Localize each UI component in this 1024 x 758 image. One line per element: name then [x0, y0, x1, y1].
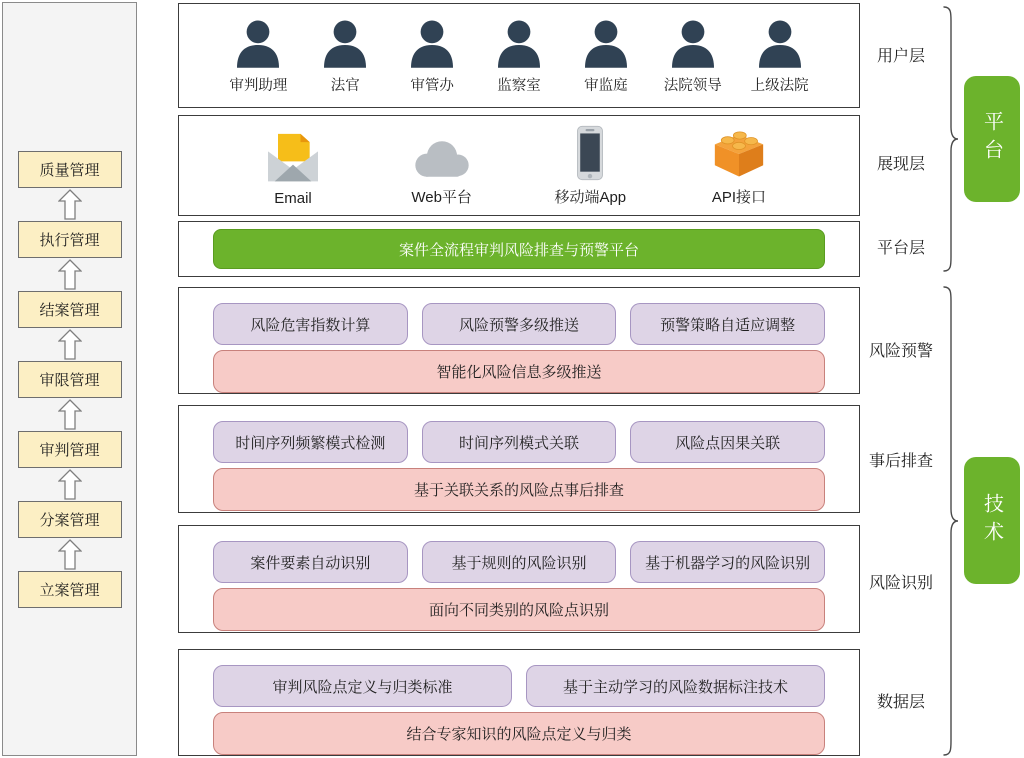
module-box: 审判风险点定义与归类标准	[213, 665, 512, 707]
channel-label: API接口	[711, 189, 767, 206]
up-arrow-icon	[58, 189, 82, 220]
user-role-label: 法院领导	[663, 77, 722, 94]
platform-group-box: 平台	[964, 76, 1020, 202]
stage-box-assignment: 分案管理	[18, 501, 122, 538]
stage-box-quality: 质量管理	[18, 151, 122, 188]
layer-label-risk-identification: 风险识别	[868, 575, 933, 592]
platform-group-bracket	[942, 6, 960, 272]
risk-identification-band	[178, 525, 860, 633]
up-arrow-icon	[58, 329, 82, 360]
stage-box-filing: 立案管理	[18, 571, 122, 608]
user-role	[736, 17, 823, 95]
up-arrow-icon	[58, 469, 82, 500]
layer-label-post-investigation: 事后排查	[868, 453, 933, 470]
person-icon	[491, 17, 547, 73]
person-icon	[578, 17, 634, 73]
module-box: 风险危害指数计算	[213, 303, 408, 345]
channel-web	[386, 120, 498, 207]
module-box: 时间序列模式关联	[422, 421, 617, 463]
user-role-label: 审监庭	[584, 77, 628, 94]
stage-box-execution: 执行管理	[18, 221, 122, 258]
summary-bar: 结合专家知识的风险点定义与归类	[213, 712, 825, 755]
stage-box-time-limit: 审限管理	[18, 361, 122, 398]
module-box: 基于主动学习的风险数据标注技术	[526, 665, 825, 707]
person-icon	[317, 17, 373, 73]
case-stage-sidebar	[2, 2, 137, 756]
layer-label-risk-warning: 风险预警	[868, 343, 933, 360]
user-role	[389, 17, 476, 95]
person-icon	[752, 17, 808, 73]
layer-label-user: 用户层	[876, 48, 925, 65]
channel-mobile-app	[534, 120, 646, 207]
stage-box-trial: 审判管理	[18, 431, 122, 468]
presentation-layer-band	[178, 115, 860, 216]
up-arrow-icon	[58, 259, 82, 290]
module-box: 风险点因果关联	[630, 421, 825, 463]
channel-label: Web平台	[411, 189, 472, 206]
platform-banner: 案件全流程审判风险排查与预警平台	[213, 229, 825, 269]
module-box: 时间序列频繁模式检测	[213, 421, 408, 463]
layer-label-data: 数据层	[876, 694, 925, 711]
risk-warning-band	[178, 287, 860, 394]
person-icon	[665, 17, 721, 73]
smartphone-icon	[574, 124, 606, 182]
user-role	[302, 17, 389, 95]
user-role-label: 审判助理	[229, 77, 288, 94]
module-box: 基于规则的风险识别	[422, 541, 617, 583]
user-layer-band	[178, 3, 860, 108]
summary-bar: 面向不同类别的风险点识别	[213, 588, 825, 631]
module-box: 风险预警多级推送	[422, 303, 617, 345]
layer-label-platform: 平台层	[876, 240, 925, 257]
module-box: 预警策略自适应调整	[630, 303, 825, 345]
up-arrow-icon	[58, 399, 82, 430]
technology-group-bracket	[942, 286, 960, 756]
cloud-icon	[410, 136, 474, 182]
stage-box-closing: 结案管理	[18, 291, 122, 328]
user-role-label: 审管办	[410, 77, 454, 94]
email-icon	[263, 130, 323, 186]
user-role	[649, 17, 736, 95]
technology-group-box: 技术	[964, 457, 1020, 584]
person-icon	[404, 17, 460, 73]
channel-label: Email	[274, 190, 312, 207]
channel-api	[683, 120, 795, 207]
user-role-label: 法官	[330, 77, 360, 94]
user-role	[562, 17, 649, 95]
person-icon	[230, 17, 286, 73]
channel-email	[237, 124, 349, 207]
summary-bar: 智能化风险信息多级推送	[213, 350, 825, 393]
user-role	[476, 17, 563, 95]
module-box: 案件要素自动识别	[213, 541, 408, 583]
layer-label-presentation: 展现层	[876, 156, 925, 173]
summary-bar: 基于关联关系的风险点事后排查	[213, 468, 825, 511]
data-layer-band	[178, 649, 860, 756]
platform-layer-band	[178, 221, 860, 277]
up-arrow-icon	[58, 539, 82, 570]
user-role-label: 上级法院	[750, 77, 809, 94]
api-brick-icon	[710, 126, 768, 182]
post-investigation-band	[178, 405, 860, 513]
user-role	[215, 17, 302, 95]
user-role-label: 监察室	[497, 77, 541, 94]
channel-label: 移动端App	[554, 189, 627, 206]
module-box: 基于机器学习的风险识别	[630, 541, 825, 583]
